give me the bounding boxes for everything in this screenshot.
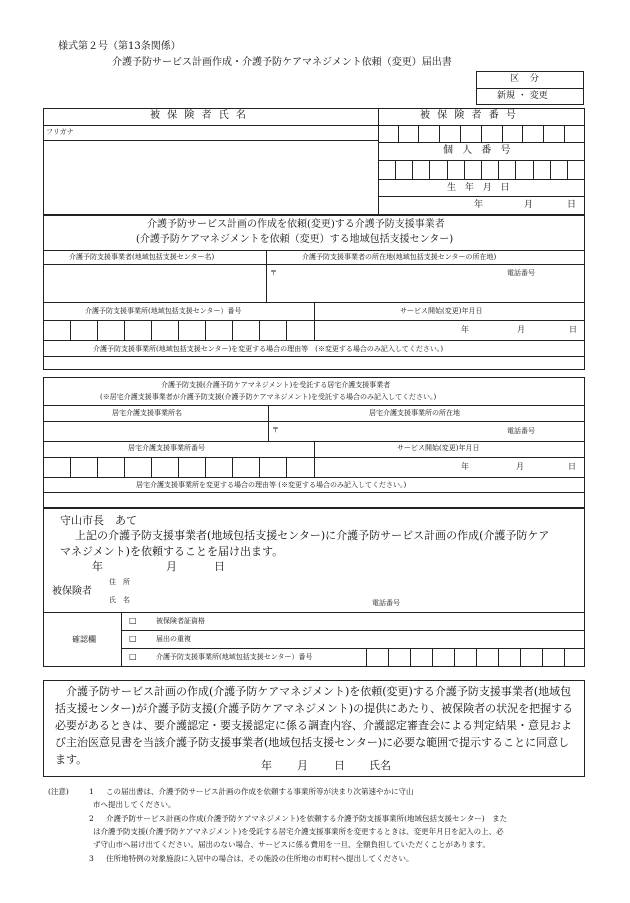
form-number: 様式第２号（第13条関係）	[58, 41, 181, 52]
note-line: は介護予防支援(介護予防ケアマネジメント)を受託する居宅介護支援事業所を変更するときは、変更年月日を記入の上、必	[93, 827, 504, 836]
care-office-number-label: 居宅介護支援事業所番号	[128, 444, 205, 452]
insured-label: 被保険者	[52, 586, 92, 597]
applicant-name-field[interactable]	[135, 594, 365, 608]
category-header: 区 分	[510, 74, 543, 84]
change-reason-field-1[interactable]	[44, 357, 584, 369]
care-office-address-field[interactable]	[269, 422, 584, 441]
confirmation-item: 介護予防支援事業所(地域包括支援センター）番号	[156, 653, 313, 661]
birthdate-header: 生 年 月 日	[447, 183, 513, 193]
addressee: 守山市長 あて	[60, 514, 137, 527]
address-label: 住 所	[109, 578, 130, 586]
care-office-phone-label: 電話番号	[507, 427, 535, 435]
service-start-field-2[interactable]	[315, 458, 584, 477]
applicant-address-field[interactable]	[135, 576, 580, 590]
consent-text: 介護予防サービス計画の作成(介護予防ケアマネジメント)を依頼(変更)する介護予防支援事業者(地域包括支援センター)が介護予防支援(介護予防ケアマネジメント)の提供にあたり、被保険者の状況を把握する必要があるときは、要介護認定・要支援認定に係る調査内容、介護認定審査会による判定結果・意見および主治医意見書を当該介護予防支援事業者(地域包括支援センター)に必要な範囲で提示することに同意します。	[55, 685, 574, 766]
provider-name-field[interactable]	[44, 265, 265, 301]
care-office-name-label: 居宅介護支援事業所名	[112, 409, 182, 417]
insured-name-field[interactable]	[44, 141, 377, 214]
insured-name-header: 被 保 険 者 氏 名	[150, 110, 248, 121]
note-line: 介護予防サービス計画の作成(介護予防ケアマネジメント)を依頼する介護予防支援事業所(地域包括支援センター) また	[106, 814, 508, 823]
note-line: この届出書は、介護予防サービス計画の作成を依頼する事業所等が決まり次第速やかに守山	[106, 787, 414, 796]
care-office-name-field[interactable]	[44, 422, 267, 441]
change-reason-label-2: 居宅介護支援事業所を変更する場合の理由等 (※変更する場合のみ記入してください。)	[136, 481, 407, 489]
page-title: 介護予防サービス計画作成・介護予防ケアマネジメント依頼（変更）届出書	[112, 57, 452, 68]
service-start-label-1: サービス開始(変更)年月日	[400, 307, 483, 315]
consent-name-label: 氏名	[369, 759, 391, 772]
provider-number-field[interactable]	[44, 321, 314, 340]
applicant-name-label: 氏 名	[109, 596, 130, 604]
note-line: 市へ提出してください。	[93, 800, 176, 809]
provider-address-field[interactable]	[267, 265, 584, 301]
personal-number-header: 個 人 番 号	[443, 145, 514, 156]
change-reason-field-2[interactable]	[44, 493, 584, 507]
insured-number-header: 被 保 険 者 番 号	[420, 110, 518, 121]
insured-number-field[interactable]	[379, 126, 585, 143]
provider-address-label: 介護予防支援事業者の所在地(地域包括支援センターの所在地)	[302, 253, 497, 261]
note-line: 住所地特例の対象施設に入居中の場合は、その施設の住所地の市町村へ提出してください。	[106, 854, 414, 863]
checkbox-duplicate[interactable]: □	[129, 634, 137, 643]
checkbox-insured-status[interactable]: □	[129, 616, 137, 625]
confirmation-item: 被保険者証資格	[156, 617, 205, 625]
change-reason-label-1: 介護予防支援事業所(地域包括支援センター)を変更する場合の理由等 (※変更する場合のみ記入してください。)	[93, 345, 444, 353]
provider-name-label: 介護予防支援事業者(地域包括支援センター名)	[69, 253, 215, 261]
note-line: ず守山市へ届け出てください。届出のない場合、サービスに係る費用を一旦、全額負担していただくことがあります。	[93, 840, 490, 849]
care-office-number-field[interactable]	[44, 458, 314, 477]
confirmation-item: 届出の重複	[156, 635, 191, 643]
confirmation-label: 確認欄	[72, 635, 96, 644]
provider-number-label: 介護予防支援事業所(地域包括支援センター）番号	[85, 307, 242, 315]
provider-section-title: 介護予防サービス計画の作成を依頼(変更)する介護予防支援事業者	[147, 219, 445, 230]
notes-label: (注意)	[48, 787, 69, 796]
category-value[interactable]: 新規 ・ 変更	[497, 91, 548, 101]
provider-section-subtitle: (介護予防ケアマネジメントを依頼（変更）する地域包括支援センター)	[136, 234, 454, 245]
service-start-field-1[interactable]	[315, 321, 584, 340]
furigana-label: フリガナ	[46, 128, 74, 136]
care-office-subtitle: (※居宅介護支援事業者が介護予防支援(介護予防ケアマネジメント)を受託する場合のみ記入してください。)	[100, 393, 437, 401]
checkbox-provider-number[interactable]: □	[129, 652, 137, 661]
declaration-body-line1: 上記の介護予防支援事業者(地域包括支援センター)に介護予防サービス計画の作成(介護予防ケア	[75, 529, 550, 542]
consent-name-field[interactable]	[395, 756, 575, 772]
personal-number-field[interactable]	[379, 161, 585, 180]
provider-phone-label: 電話番号	[507, 269, 535, 277]
care-office-address-label: 居宅介護支援事業所の所在地	[369, 409, 460, 417]
service-start-label-2: サービス開始(変更)年月日	[397, 444, 480, 452]
declaration-body-line2: マネジメント)を依頼することを届け出ます。	[60, 545, 284, 558]
applicant-phone-label: 電話番号	[372, 599, 400, 607]
care-office-title: 介護予防支援(介護予防ケアマネジメント)を受託する居宅介護支援事業者	[161, 381, 391, 389]
